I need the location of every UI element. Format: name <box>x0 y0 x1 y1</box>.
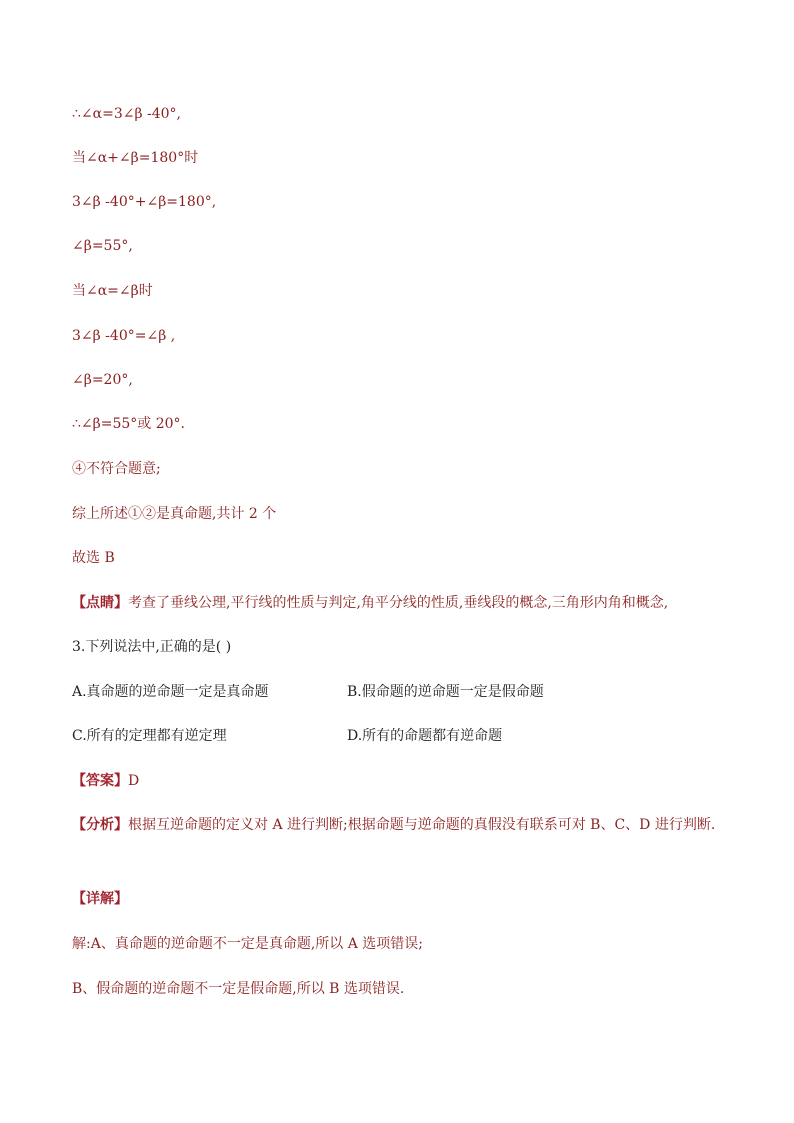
derivation-line-8: ∴∠β=55°或 20°. <box>72 416 185 432</box>
conclusion-choice: 故选 B <box>72 550 115 566</box>
analysis-tag: 【分析】 <box>72 817 128 833</box>
conclusion-item-4: ④不符合题意; <box>72 461 161 477</box>
detail-tag: 【详解】 <box>72 891 128 907</box>
review-text: 考查了垂线公理,平行线的性质与判定,角平分线的性质,垂线段的概念,三角形内角和概念, <box>128 595 669 611</box>
answer-line <box>72 771 139 791</box>
derivation-line-7: ∠β=20°, <box>72 372 133 388</box>
question-3-stem: 3.下列说法中,正确的是( ) <box>72 639 232 655</box>
derivation-line-4: ∠β=55°, <box>72 238 133 254</box>
derivation-line-3: 3∠β -40°+∠β=180°, <box>72 194 217 210</box>
option-d: D.所有的命题都有逆命题 <box>347 728 503 744</box>
derivation-line-1: ∴∠α=3∠β -40°, <box>72 106 181 122</box>
review-tag: 【点睛】 <box>72 595 128 611</box>
option-c: C.所有的定理都有逆定理 <box>72 728 227 744</box>
detail-line-2: B、假命题的逆命题不一定是假命题,所以 B 选项错误. <box>72 981 405 997</box>
answer-tag: 【答案】 <box>72 773 128 789</box>
analysis-paragraph <box>72 811 724 839</box>
derivation-line-6: 3∠β -40°=∠β , <box>72 328 176 344</box>
review-line <box>72 593 668 613</box>
option-b: B.假命题的逆命题一定是假命题 <box>347 684 544 700</box>
derivation-line-5: 当∠α=∠β时 <box>72 283 153 299</box>
answer-value: D <box>128 773 140 789</box>
option-a: A.真命题的逆命题一定是真命题 <box>72 684 269 700</box>
detail-line <box>72 889 128 909</box>
analysis-text: 根据互逆命题的定义对 A 进行判断;根据命题与逆命题的真假没有联系可对 B、C、D 进行判断. <box>128 817 716 833</box>
derivation-line-2: 当∠α+∠β=180°时 <box>72 150 199 166</box>
conclusion-summary: 综上所述①②是真命题,共计 2 个 <box>72 506 277 522</box>
detail-line-1: 解:A、真命题的逆命题不一定是真命题,所以 A 选项错误; <box>72 936 424 952</box>
